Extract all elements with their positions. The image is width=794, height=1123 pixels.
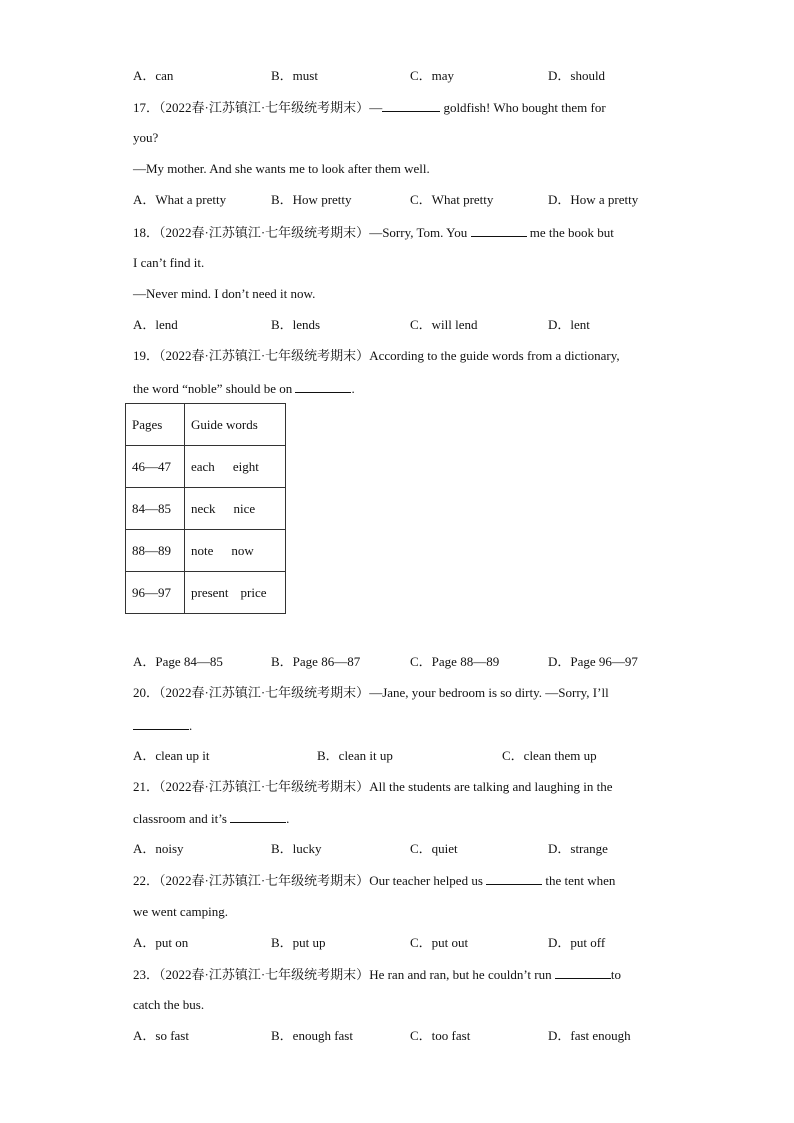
q20-text: —Jane, your bedroom is so dirty. —Sorry, I’ll [369, 685, 609, 700]
q21-option-c: C．quiet [410, 841, 458, 856]
q18-option-d: D．lent [548, 317, 590, 332]
q19-number: 19． [133, 348, 160, 363]
q21-line2 [133, 810, 289, 827]
guide-words-table [125, 403, 286, 614]
table-header-pages: Pages [126, 404, 185, 446]
q19-blank [295, 380, 351, 393]
q19-line2-pre: the word “noble” should be on [133, 381, 296, 396]
q21-stem [133, 779, 613, 795]
q19-option-d: D．Page 96—97 [548, 654, 638, 669]
table-row [126, 488, 286, 530]
q20-line2 [133, 717, 192, 734]
q21-line2-pre: classroom and it’s [133, 811, 231, 826]
q18-line3: —Never mind. I don’t need it now. [133, 286, 316, 301]
q22-line2: we went camping. [133, 904, 228, 919]
table-row [126, 446, 286, 488]
q17-stem [133, 99, 606, 116]
q23-line2: catch the bus. [133, 997, 205, 1012]
q23-option-d: D．fast enough [548, 1028, 631, 1043]
q19-source: （2022春·江苏镇江·七年级统考期末） [159, 348, 370, 363]
q20-number: 20． [133, 685, 160, 700]
q22-option-d: D．put off [548, 935, 606, 950]
q17-option-b: B．How pretty [271, 192, 352, 207]
q20-option-a: A．clean up it [133, 748, 210, 763]
q21-option-a: A．noisy [133, 841, 184, 856]
q18-text-pre: —Sorry, Tom. You [369, 225, 471, 240]
q18-blank [471, 224, 527, 237]
q21-option-d: D．strange [548, 841, 608, 856]
q23-option-b: B．enough fast [271, 1028, 353, 1043]
q22-stem [133, 872, 615, 889]
q18-option-c: C．will lend [410, 317, 478, 332]
q22-blank [486, 872, 542, 885]
table-cell-pages: 88—89 [126, 530, 185, 572]
q17-line2: you? [133, 130, 159, 145]
q19-option-b: B．Page 86—87 [271, 654, 361, 669]
q19-option-a: A．Page 84—85 [133, 654, 223, 669]
table-cell-pages: 46—47 [126, 446, 185, 488]
q23-number: 23． [133, 967, 160, 982]
q23-text-post: to [610, 967, 621, 982]
q21-text: All the students are talking and laughing in the [369, 779, 613, 794]
q22-option-b: B．put up [271, 935, 326, 950]
q17-source: （2022春·江苏镇江·七年级统考期末） [159, 100, 370, 115]
q18-number: 18． [133, 225, 160, 240]
table-cell-pages: 84—85 [126, 488, 185, 530]
table-cell-guide-words [185, 446, 286, 488]
q20-source: （2022春·江苏镇江·七年级统考期末） [159, 685, 370, 700]
table-row [126, 530, 286, 572]
q17-option-a: A．What a pretty [133, 192, 227, 207]
table-cell-pages: 96—97 [126, 572, 185, 614]
q21-number: 21． [133, 779, 160, 794]
q19-option-c: C．Page 88—89 [410, 654, 500, 669]
q18-stem [133, 224, 614, 241]
q16-option-d: D．should [548, 68, 606, 83]
q21-blank [230, 810, 286, 823]
guide-word-last: price [240, 584, 267, 600]
q20-option-b: B．clean it up [317, 748, 393, 763]
q16-option-b: B．must [271, 68, 318, 83]
q20-blank [133, 717, 189, 730]
q18-option-a: A．lend [133, 317, 178, 332]
q17-text-pre: — [369, 100, 383, 115]
q22-number: 22． [133, 873, 160, 888]
q21-source: （2022春·江苏镇江·七年级统考期末） [159, 779, 370, 794]
guide-word-first: neck [191, 500, 216, 516]
table-row [126, 572, 286, 614]
table-cell-guide-words [185, 530, 286, 572]
q23-blank [555, 966, 611, 979]
guide-word-last: now [231, 542, 254, 558]
q17-blank [382, 99, 440, 112]
q22-text-post: the tent when [542, 873, 616, 888]
q17-number: 17． [133, 100, 160, 115]
q18-text-post: me the book but [526, 225, 614, 240]
q21-option-b: B．lucky [271, 841, 322, 856]
q23-option-a: A．so fast [133, 1028, 189, 1043]
table-cell-guide-words [185, 572, 286, 614]
q19-stem [133, 348, 620, 364]
q17-option-c: C．What pretty [410, 192, 494, 207]
q20-line2-post: . [189, 718, 193, 733]
q23-source: （2022春·江苏镇江·七年级统考期末） [159, 967, 370, 982]
q17-line3: —My mother. And she wants me to look after them well. [133, 161, 430, 176]
guide-word-first: present [191, 584, 229, 600]
guide-word-last: nice [233, 500, 256, 516]
guide-word-last: eight [232, 458, 259, 474]
table-header-row [126, 404, 286, 446]
q16-option-c: C．may [410, 68, 455, 83]
table-header-guide-words: Guide words [185, 404, 286, 446]
q17-text-post: goldfish! Who bought them for [440, 100, 606, 115]
q19-line2 [133, 380, 355, 397]
q19-text: According to the guide words from a dictionary, [369, 348, 620, 363]
q16-option-a: A．can [133, 68, 174, 83]
guide-word-first: note [191, 542, 214, 558]
table-cell-guide-words [185, 488, 286, 530]
q22-option-c: C．put out [410, 935, 469, 950]
q20-stem [133, 685, 609, 701]
q22-option-a: A．put on [133, 935, 189, 950]
guide-word-first: each [191, 458, 215, 474]
q18-source: （2022春·江苏镇江·七年级统考期末） [159, 225, 370, 240]
q20-option-c: C．clean them up [502, 748, 597, 763]
q22-text-pre: Our teacher helped us [369, 873, 487, 888]
q18-option-b: B．lends [271, 317, 321, 332]
q19-line2-post: . [351, 381, 355, 396]
q23-text-pre: He ran and ran, but he couldn’t run [369, 967, 555, 982]
q18-line2: I can’t find it. [133, 255, 205, 270]
q17-option-d: D．How a pretty [548, 192, 639, 207]
q21-line2-post: . [286, 811, 290, 826]
q23-stem [133, 966, 621, 983]
q22-source: （2022春·江苏镇江·七年级统考期末） [159, 873, 370, 888]
q23-option-c: C．too fast [410, 1028, 471, 1043]
